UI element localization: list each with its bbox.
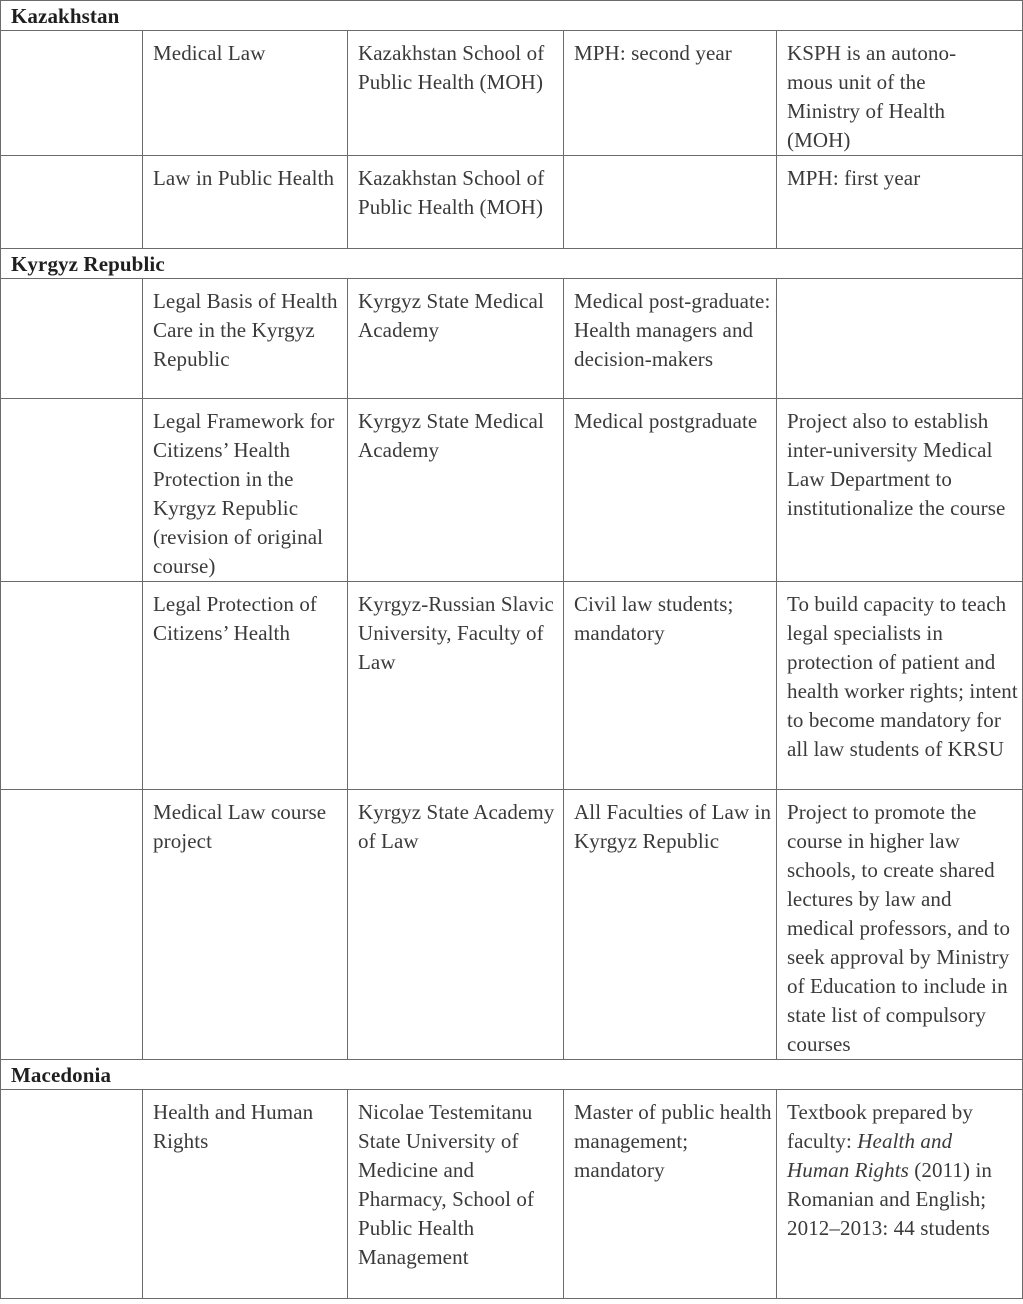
notes-cell: MPH: first year <box>777 156 1023 249</box>
audience-cell: Medical post-graduate: Health managers and decision-makers <box>564 279 777 399</box>
table-row <box>1 1090 1023 1299</box>
course-cell: Legal Framework for Citizens’ Health Protection in the Kyrgyz Republic (revision of original course) <box>143 399 348 582</box>
institution-cell: Kyrgyz-Russian Slavic University, Faculty of Law <box>348 582 564 790</box>
course-cell: Health and Human Rights <box>143 1090 348 1299</box>
notes-cell: Project also to establish inter-university Medical Law Department to institutionalize the course <box>777 399 1023 582</box>
country-cell <box>1 582 143 790</box>
notes-cell <box>777 279 1023 399</box>
table-row <box>1 582 1023 790</box>
section-title: Kyrgyz Republic <box>1 249 1023 279</box>
notes-cell: To build capacity to teach legal specialists in protection of patient and health worker rights; intent to become mandatory for all law students of KRSU <box>777 582 1023 790</box>
section-title: Kazakhstan <box>1 1 1023 31</box>
institution-cell: Kazakhstan School of Public Health (MOH) <box>348 156 564 249</box>
country-cell <box>1 1090 143 1299</box>
country-cell <box>1 279 143 399</box>
notes-cell <box>777 1090 1023 1299</box>
country-cell <box>1 156 143 249</box>
audience-cell: Medical postgraduate <box>564 399 777 582</box>
institution-cell: Kyrgyz State Medical Academy <box>348 399 564 582</box>
course-cell: Medical Law course project <box>143 790 348 1060</box>
institution-cell: Nicolae Testemitanu State University of Medicine and Pharmacy, School of Public Health Management <box>348 1090 564 1299</box>
section-header-row <box>1 249 1023 279</box>
section-title: Macedonia <box>1 1060 1023 1090</box>
table-row <box>1 31 1023 156</box>
country-cell <box>1 31 143 156</box>
table-row <box>1 279 1023 399</box>
institution-cell: Kyrgyz State Medical Academy <box>348 279 564 399</box>
course-cell: Legal Protection of Citizens’ Health <box>143 582 348 790</box>
book-title: Health and Human Rights <box>787 1129 953 1182</box>
table-row <box>1 399 1023 582</box>
notes-cell: Project to promote the course in higher law schools, to create shared lectures by law and medical professors, and to seek approval by Ministry of Education to include in state list of compulsory courses <box>777 790 1023 1060</box>
audience-cell: Civil law students; mandatory <box>564 582 777 790</box>
audience-cell <box>564 156 777 249</box>
audience-cell: Master of public health management; mandatory <box>564 1090 777 1299</box>
institution-cell: Kyrgyz State Academy of Law <box>348 790 564 1060</box>
table-row <box>1 790 1023 1060</box>
notes-text: (2011) in Romanian and English; 2012–2013: 44 students <box>787 1158 992 1240</box>
section-header-row <box>1 1 1023 31</box>
table-row <box>1 156 1023 249</box>
course-cell: Medical Law <box>143 31 348 156</box>
course-cell: Legal Basis of Health Care in the Kyrgyz Republic <box>143 279 348 399</box>
institution-cell: Kazakhstan School of Public Health (MOH) <box>348 31 564 156</box>
audience-cell: MPH: second year <box>564 31 777 156</box>
course-cell: Law in Public Health <box>143 156 348 249</box>
country-cell <box>1 790 143 1060</box>
notes-text: Textbook prepared by faculty: <box>787 1100 973 1153</box>
notes-cell: KSPH is an autono-mous unit of the Ministry of Health (MOH) <box>777 31 1023 156</box>
country-cell <box>1 399 143 582</box>
section-header-row <box>1 1060 1023 1090</box>
audience-cell: All Faculties of Law in Kyrgyz Republic <box>564 790 777 1060</box>
